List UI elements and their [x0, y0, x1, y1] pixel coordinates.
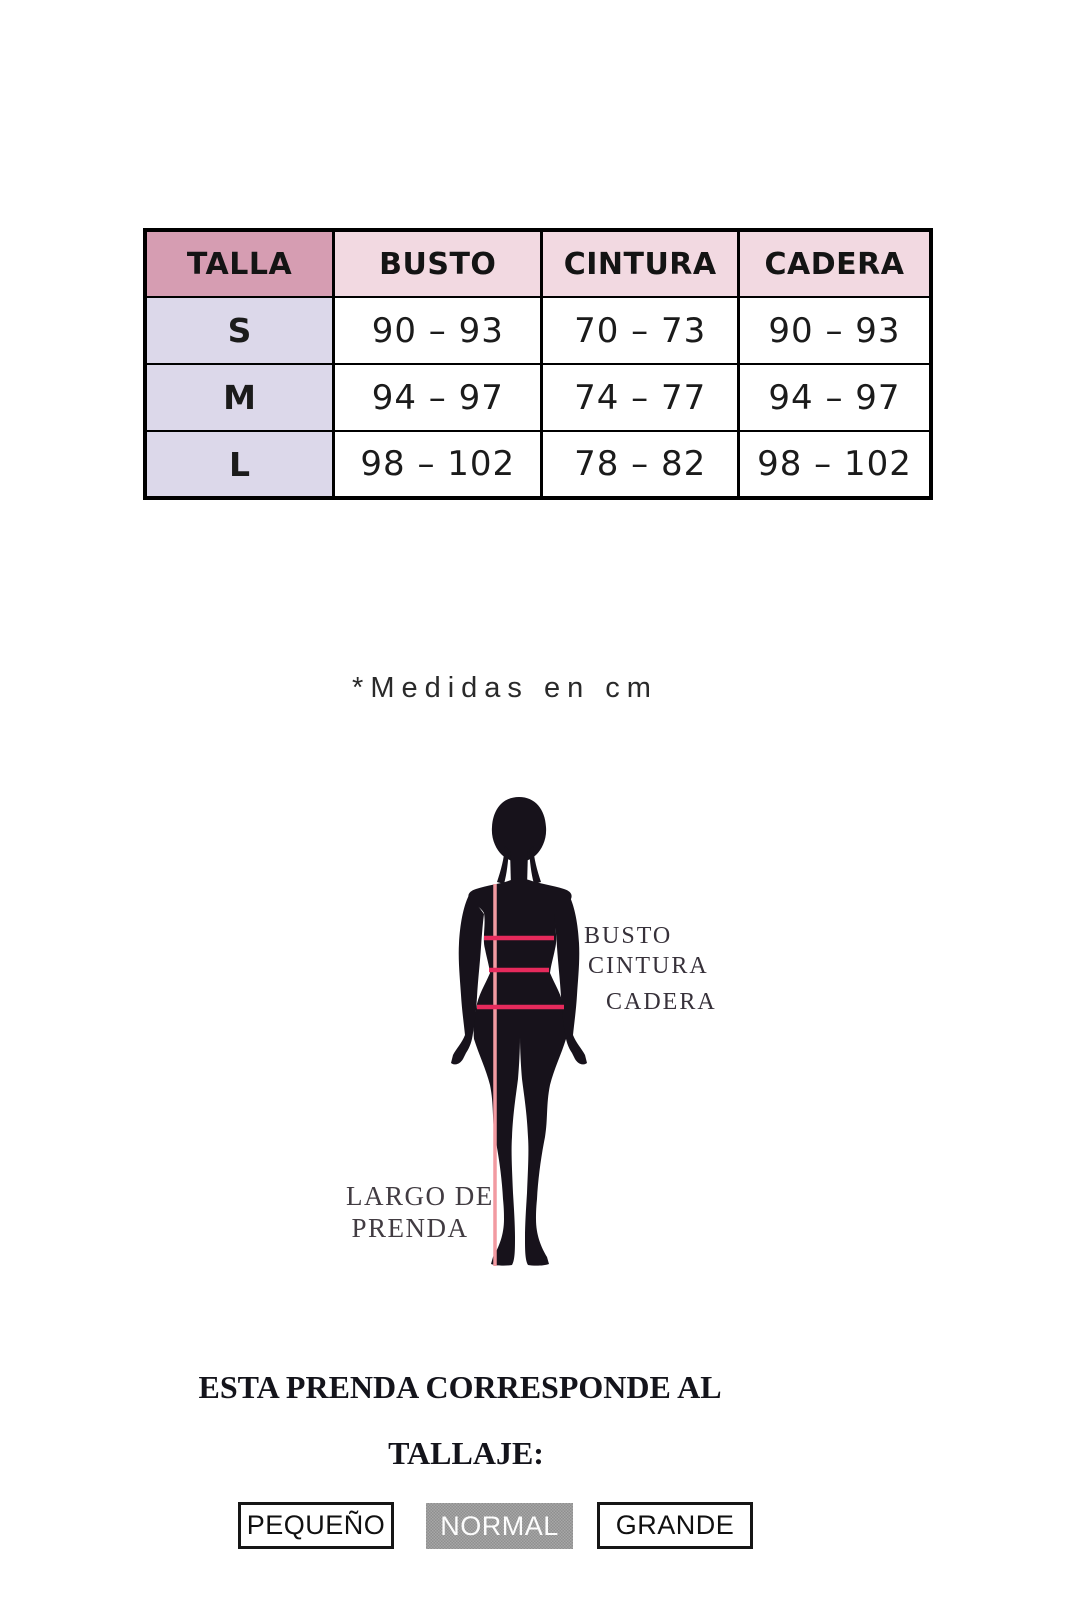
cadera-value-l: 98 – 102 — [738, 431, 931, 498]
size-table — [143, 228, 933, 500]
largo-line-2: PRENDA — [351, 1213, 469, 1243]
table-row-m — [145, 364, 931, 431]
size-label-m: M — [145, 364, 334, 431]
col-header-cintura: CINTURA — [542, 230, 739, 297]
col-header-talla: TALLA — [145, 230, 334, 297]
col-header-cadera: CADERA — [738, 230, 931, 297]
cintura-value-s: 70 – 73 — [542, 297, 739, 364]
size-label-l: L — [145, 431, 334, 498]
busto-value-m: 94 – 97 — [334, 364, 542, 431]
figure-label-largo-de-prenda — [346, 1180, 494, 1244]
col-header-busto: BUSTO — [334, 230, 542, 297]
largo-line-1: LARGO DE — [346, 1181, 494, 1211]
figure-label-busto: BUSTO — [584, 923, 673, 949]
busto-value-l: 98 – 102 — [334, 431, 542, 498]
cadera-value-s: 90 – 93 — [738, 297, 931, 364]
table-row-l — [145, 431, 931, 498]
cintura-value-l: 78 – 82 — [542, 431, 739, 498]
busto-value-s: 90 – 93 — [334, 297, 542, 364]
fit-heading-line2: TALLAJE: — [388, 1435, 544, 1471]
cadera-value-m: 94 – 97 — [738, 364, 931, 431]
fit-option-pequeno[interactable]: PEQUEÑO — [238, 1502, 394, 1549]
fit-option-grande[interactable]: GRANDE — [597, 1502, 753, 1549]
table-header-row — [145, 230, 931, 297]
fit-heading-line1: ESTA PRENDA CORRESPONDE AL — [198, 1369, 722, 1405]
figure-label-cadera: CADERA — [606, 989, 717, 1015]
size-label-s: S — [145, 297, 334, 364]
units-note: *Medidas en cm — [352, 672, 658, 704]
cintura-value-m: 74 – 77 — [542, 364, 739, 431]
table-row-s — [145, 297, 931, 364]
fit-option-normal-selected[interactable]: NORMAL — [426, 1503, 573, 1549]
figure-label-cintura: CINTURA — [588, 953, 709, 979]
